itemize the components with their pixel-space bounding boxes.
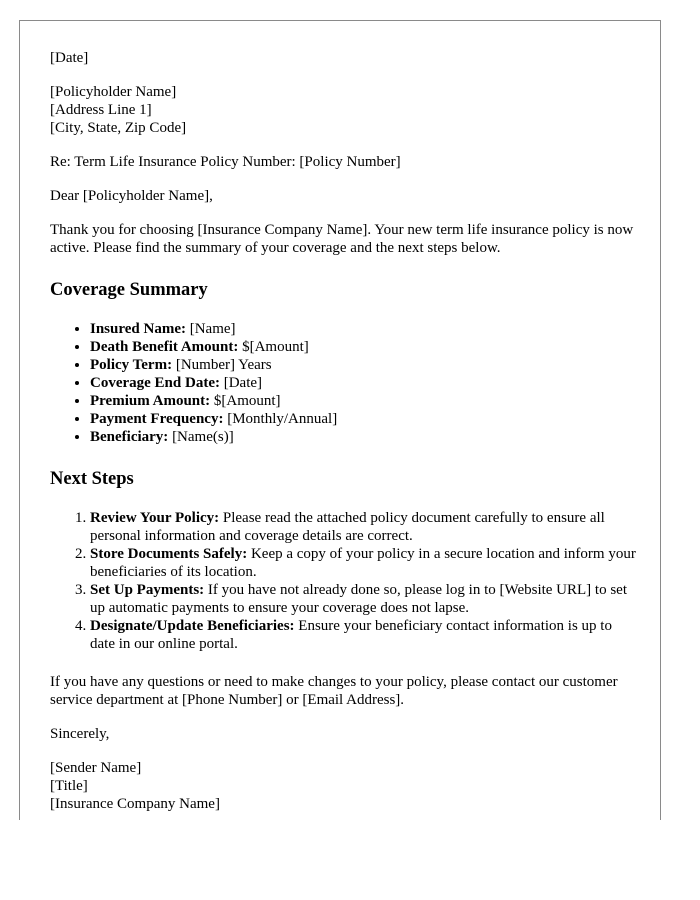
sender-title: [Title]: [50, 778, 88, 794]
next-step-store-documents: [90, 545, 640, 581]
next-step-text: If you have not already done so, please log in to [Website URL] to set up automatic payments to ensure your coverage does not lapse.: [90, 582, 628, 616]
recipient-address-line1: [Address Line 1]: [50, 102, 152, 118]
coverage-item-value: $[Amount]: [238, 339, 309, 355]
coverage-item-value: [Number] Years: [172, 357, 272, 373]
coverage-summary-heading: Coverage Summary: [50, 280, 208, 300]
coverage-item-policy-term: [90, 356, 640, 374]
next-steps-heading: Next Steps: [50, 469, 134, 489]
sign-off: Sincerely,: [50, 726, 110, 742]
coverage-item-label: Payment Frequency:: [90, 411, 224, 427]
coverage-item-label: Premium Amount:: [90, 393, 211, 409]
recipient-address: [50, 83, 640, 137]
next-step-label: Set Up Payments:: [90, 582, 205, 598]
coverage-item-label: Policy Term:: [90, 357, 173, 373]
coverage-summary-list: [50, 320, 640, 446]
coverage-item-label: Insured Name:: [90, 321, 186, 337]
intro-paragraph: Thank you for choosing [Insurance Company Name]. Your new term life insurance policy is now active. Please find the summary of your coverage and the next steps below.: [50, 222, 634, 256]
coverage-item-value: [Name]: [185, 321, 236, 337]
closing-paragraph: If you have any questions or need to make changes to your policy, please contact our customer service department at [Phone Number] or [Email Address].: [50, 674, 618, 708]
next-step-set-up-payments: [90, 581, 640, 617]
re-line: Re: Term Life Insurance Policy Number: [Policy Number]: [50, 154, 401, 170]
coverage-item-value: [Name(s)]: [168, 429, 234, 445]
coverage-item-label: Coverage End Date:: [90, 375, 220, 391]
coverage-item-label: Death Benefit Amount:: [90, 339, 239, 355]
next-steps-list: [50, 509, 640, 653]
coverage-item-death-benefit: [90, 338, 640, 356]
coverage-item-premium: [90, 392, 640, 410]
letter-page: [19, 20, 661, 820]
next-step-review-policy: [90, 509, 640, 545]
coverage-item-value: [Monthly/Annual]: [223, 411, 338, 427]
letter-date: [Date]: [50, 50, 89, 66]
sender-company: [Insurance Company Name]: [50, 796, 220, 812]
next-step-label: Store Documents Safely:: [90, 546, 248, 562]
next-step-label: Review Your Policy:: [90, 510, 220, 526]
coverage-item-value: [Date]: [219, 375, 263, 391]
sender-name: [Sender Name]: [50, 760, 142, 776]
next-step-text: Ensure your beneficiary contact information is up to date in our online portal.: [90, 618, 612, 652]
signature-block: [50, 759, 640, 813]
next-step-text: Keep a copy of your policy in a secure location and inform your beneficiaries of its location.: [90, 546, 636, 580]
coverage-item-end-date: [90, 374, 640, 392]
coverage-item-beneficiary: [90, 428, 640, 446]
recipient-city-state-zip: [City, State, Zip Code]: [50, 120, 187, 136]
next-step-label: Designate/Update Beneficiaries:: [90, 618, 295, 634]
next-step-text: Please read the attached policy document carefully to ensure all personal information and coverage details are correct.: [90, 510, 605, 544]
coverage-item-label: Beneficiary:: [90, 429, 169, 445]
letter-body: [50, 49, 640, 820]
coverage-item-payment-frequency: [90, 410, 640, 428]
recipient-name: [Policyholder Name]: [50, 84, 177, 100]
coverage-item-value: $[Amount]: [210, 393, 281, 409]
coverage-item-insured-name: [90, 320, 640, 338]
next-step-beneficiaries: [90, 617, 640, 653]
salutation: Dear [Policyholder Name],: [50, 188, 213, 204]
